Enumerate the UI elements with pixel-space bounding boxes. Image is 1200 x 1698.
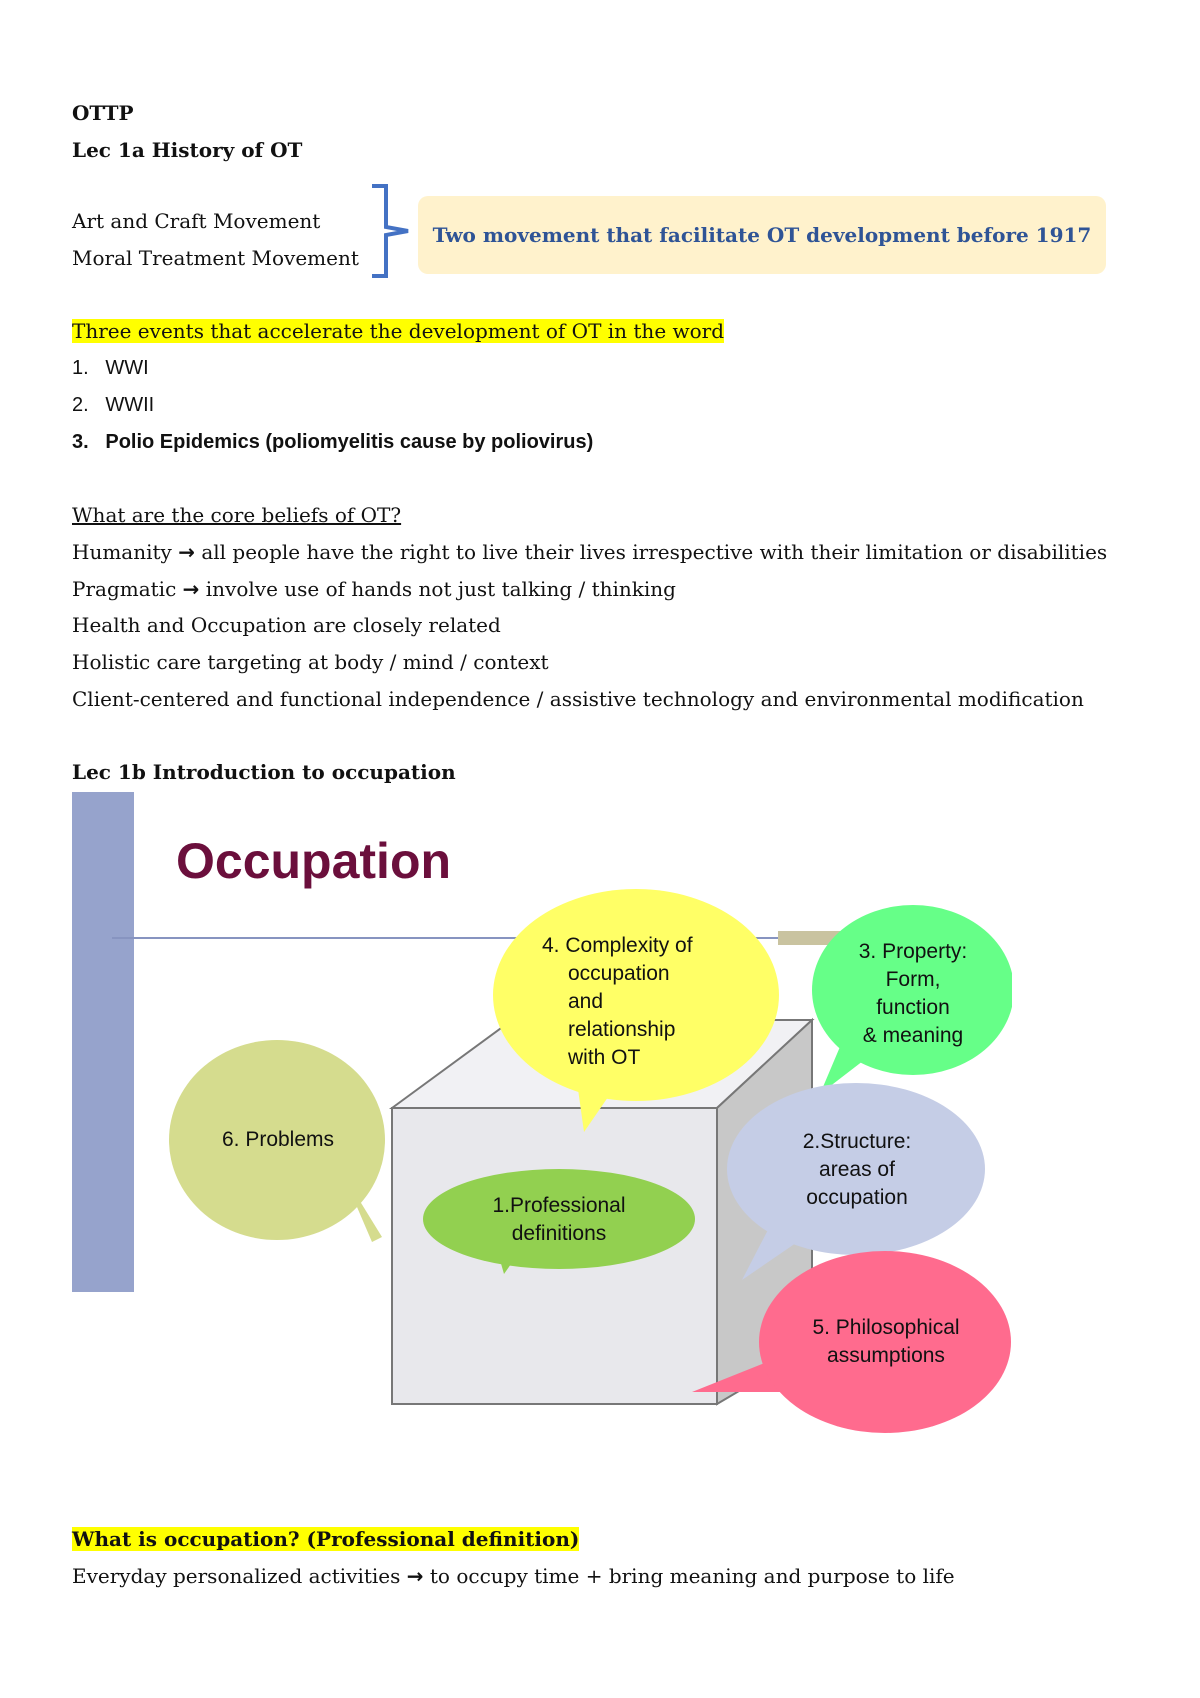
bubble-4-label	[542, 932, 772, 1072]
bubble-1-label	[434, 1192, 684, 1248]
belief-line-4: Holistic care targeting at body / mind / context	[72, 650, 549, 674]
bubble-line: 1.Professional	[492, 1194, 626, 1217]
definition-heading: What is occupation? (Professional definition)	[72, 1527, 580, 1551]
bubble-line: assumptions	[827, 1344, 945, 1367]
figure-title: Occupation	[176, 833, 452, 889]
bubble-line: areas of	[819, 1158, 895, 1181]
bubble-line: occupation	[806, 1186, 908, 1209]
slide-sidebar	[72, 792, 134, 1292]
event-item-2	[72, 392, 154, 418]
event-item-3	[72, 429, 593, 455]
callout-text: Two movement that facilitate OT development before 1917	[432, 223, 1092, 247]
event-num: 1.	[72, 357, 89, 379]
lec1b-title: Lec 1b Introduction to occupation	[72, 760, 456, 784]
bubble-line: and	[568, 990, 604, 1013]
bubble-5-label	[776, 1314, 996, 1370]
event-text: Polio Epidemics (poliomyelitis cause by poliovirus)	[105, 431, 594, 453]
bubble-line: 2.Structure:	[802, 1130, 912, 1153]
movement-item-2: Moral Treatment Movement	[72, 246, 359, 270]
event-num: 2.	[72, 394, 89, 416]
movement-item-1: Art and Craft Movement	[72, 209, 321, 233]
bubble-6-label	[178, 1126, 378, 1154]
event-text: WWI	[105, 357, 149, 379]
bubble-line: relationship	[568, 1018, 676, 1041]
belief-text: all people have the right to live their lives irrespective with their limitation or disabilities	[201, 540, 1108, 564]
brace-icon	[368, 184, 412, 278]
beliefs-question: What are the core beliefs of OT?	[72, 503, 402, 527]
belief-term: Pragmatic	[72, 577, 177, 601]
arrow-right-icon: →	[182, 577, 200, 601]
bubble-line: occupation	[568, 962, 670, 985]
event-item-1	[72, 355, 149, 381]
belief-line-3: Health and Occupation are closely related	[72, 613, 501, 637]
definition-part-b: to occupy time + bring meaning and purpose to life	[429, 1564, 955, 1588]
belief-line-5: Client-centered and functional independence / assistive technology and environmental modification	[72, 687, 1084, 711]
events-heading: Three events that accelerate the development of OT in the word	[72, 319, 725, 343]
occupation-figure	[72, 792, 1012, 1490]
event-num: 3.	[72, 431, 89, 453]
definition-part-a: Everyday personalized activities	[72, 1564, 401, 1588]
arrow-right-icon: →	[406, 1564, 424, 1588]
definition-text	[72, 1563, 955, 1589]
bubble-line: & meaning	[862, 1024, 964, 1047]
event-text: WWII	[105, 394, 155, 416]
bubble-line: Form,	[885, 968, 941, 991]
lec1a-title: Lec 1a History of OT	[72, 138, 303, 162]
bubble-line: 5. Philosophical	[812, 1316, 960, 1339]
bubble-2-label	[762, 1128, 952, 1212]
bubble-line: 6. Problems	[221, 1128, 335, 1151]
bubble-line: definitions	[511, 1222, 607, 1245]
bubble-line: function	[876, 996, 950, 1019]
belief-humanity	[72, 539, 1107, 565]
bubble-line: with OT	[568, 1046, 641, 1069]
arrow-right-icon: →	[178, 540, 195, 564]
movements-callout	[418, 196, 1106, 274]
belief-term: Humanity	[72, 540, 172, 564]
belief-text: involve use of hands not just talking / thinking	[205, 577, 676, 601]
doc-title: OTTP	[72, 101, 134, 125]
bubble-3-label	[828, 938, 998, 1050]
bubble-line: 4. Complexity of	[542, 934, 693, 957]
bubble-line: 3. Property:	[858, 940, 968, 963]
belief-pragmatic	[72, 576, 676, 602]
